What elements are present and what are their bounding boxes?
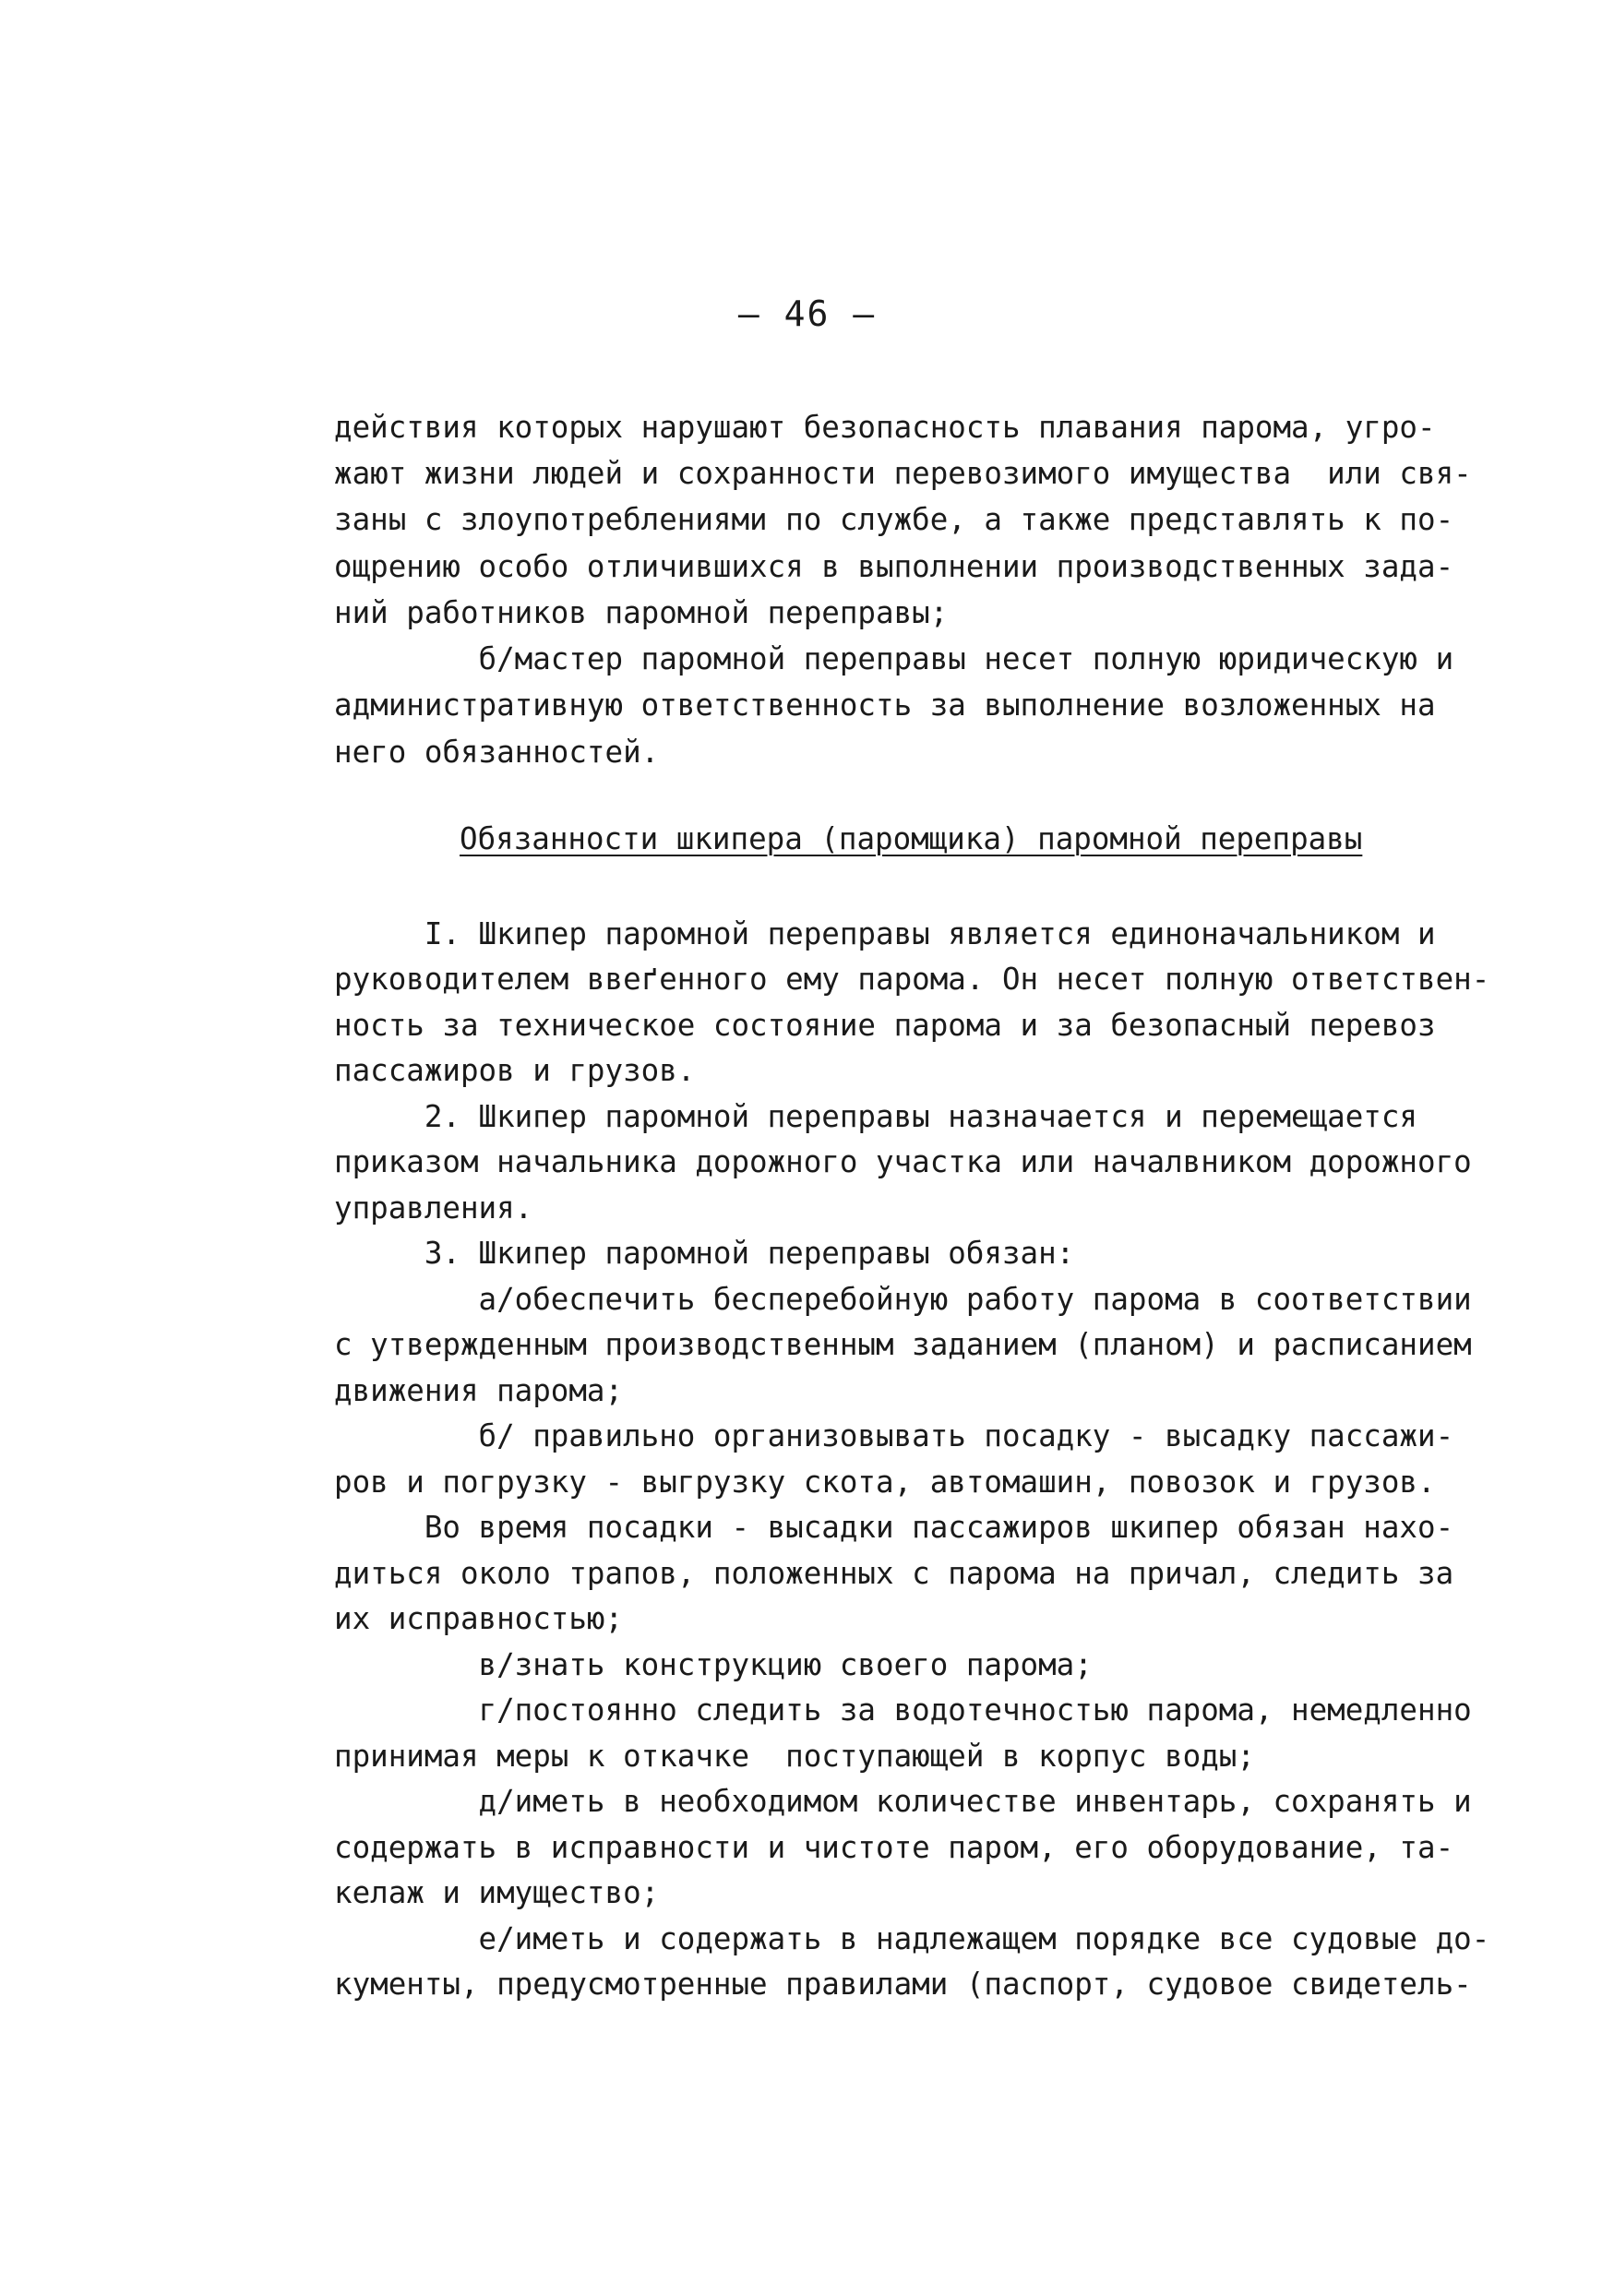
text-line: с утвержденным производственным заданием (планом) и расписанием (334, 1327, 1472, 1362)
text-line: пассажиров и грузов. (334, 1053, 696, 1088)
text-line: в/знать конструкцию своего парома; (334, 1647, 1093, 1682)
text-line: б/ правильно организовывать посадку - высадку пассажи- (334, 1418, 1454, 1453)
text-line: ощрению особо отличившихся в выполнении производственных зада- (334, 549, 1454, 584)
text-line: диться около трапов, положенных с парома на причал, следить за (334, 1556, 1454, 1591)
text-line: I. Шкипер паромной переправы является единоначальником и (334, 916, 1436, 951)
text-line: него обязанностей. (334, 735, 660, 770)
text-line: 2. Шкипер паромной переправы назначается и перемещается (334, 1099, 1417, 1134)
text-line: а/обеспечить бесперебойную работу парома в соответствии (334, 1282, 1472, 1317)
section-heading: Обязанности шкипера (паромщика) паромной переправы (460, 821, 1363, 856)
text-line: д/иметь в необходимом количестве инвентарь, сохранять и (334, 1784, 1472, 1819)
text-line: приказом начальника дорожного участка или началвником дорожного (334, 1144, 1472, 1179)
text-line: 3. Шкипер паромной переправы обязан: (334, 1236, 1075, 1271)
text-line: жают жизни людей и сохранности перевозимого имущества или свя- (334, 456, 1472, 491)
text-line: управления. (334, 1190, 533, 1226)
text-line: административную ответственность за выполнение возложенных на (334, 688, 1436, 723)
text-line: б/мастер паромной переправы несет полную юридическую и (334, 641, 1454, 676)
text-line: г/постоянно следить за водотечностью парома, немедленно (334, 1692, 1472, 1728)
text-line: келаж и имущество; (334, 1875, 660, 1910)
text-line: кументы, предусмотренные правилами (паспорт, судовое свидетель- (334, 1967, 1472, 2002)
text-line: содержать в исправности и чистоте паром, его оборудование, та- (334, 1830, 1454, 1865)
text-line: Во время посадки - высадки пассажиров шкипер обязан нахо- (334, 1510, 1454, 1545)
text-line: руководителем ввеґенного ему парома. Он несет полную ответствен- (334, 962, 1490, 997)
text-line: ров и погрузку - выгрузку скота, автомашин, повозок и грузов. (334, 1465, 1436, 1500)
text-line: ний работников паромной переправы; (334, 595, 949, 630)
text-line: заны с злоупотреблениями по службе, а также представлять к по- (334, 502, 1454, 537)
text-line: е/иметь и содержать в надлежащем порядке все судовые до- (334, 1921, 1490, 1956)
text-line: действия которых нарушают безопасность плавания парома, угро- (334, 410, 1436, 445)
text-line: принимая меры к откачке поступающей в корпус воды; (334, 1739, 1255, 1774)
text-line: их исправностью; (334, 1601, 624, 1636)
text-line: ность за техническое состояние парома и за безопасный перевоз (334, 1008, 1436, 1043)
page-number: — 46 — (737, 293, 877, 334)
text-line: движения парома; (334, 1373, 624, 1408)
